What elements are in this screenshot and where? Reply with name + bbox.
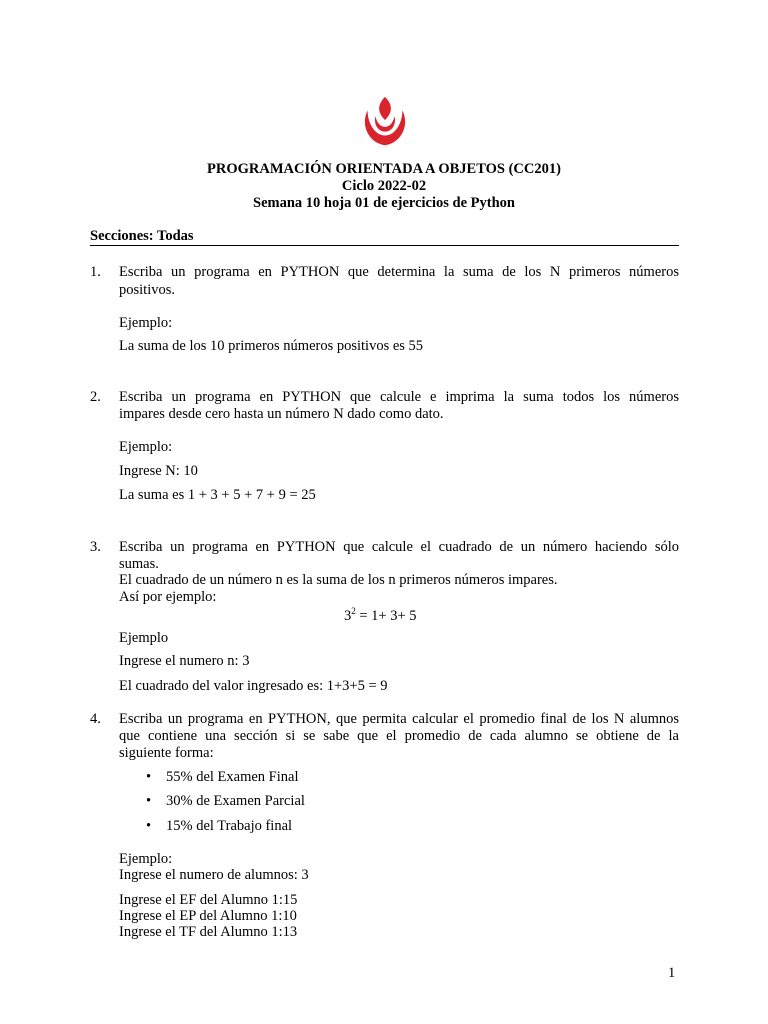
exercise-text: Escriba un programa en PYTHON que determina la suma de los N primeros números <box>119 264 679 280</box>
header-course-title: PROGRAMACIÓN ORIENTADA A OBJETOS (CC201) <box>207 161 561 177</box>
header-week: Semana 10 hoja 01 de ejercicios de Python <box>253 195 515 211</box>
example-line: Ingrese el TF del Alumno 1:13 <box>119 924 298 940</box>
example-line: Ingrese el numero de alumnos: 3 <box>119 867 309 883</box>
example-line: Ingrese el numero n: 3 <box>119 653 250 669</box>
example-line: La suma de los 10 primeros números positivos es 55 <box>119 338 424 354</box>
formula <box>344 602 417 625</box>
exercise-text: Escriba un programa en PYTHON que calcule e imprima la suma todos los números <box>119 389 679 405</box>
example-line: Ingrese N: 10 <box>119 463 198 479</box>
horizontal-rule <box>90 245 679 246</box>
exercise-text: siguiente forma: <box>119 745 214 761</box>
formula-rest: = 1+ 3+ 5 <box>355 608 417 624</box>
example-label: Ejemplo: <box>119 439 173 455</box>
bullet-icon: • <box>146 818 152 834</box>
exercise-number: 1. <box>90 264 101 280</box>
exercise-text: Escriba un programa en PYTHON, que permita calcular el promedio final de los N alumnos <box>119 711 679 727</box>
exercise-text: Escriba un programa en PYTHON que calcule el cuadrado de un número haciendo sólo <box>119 539 679 555</box>
example-label: Ejemplo <box>119 630 169 646</box>
exercise-text: sumas. <box>119 556 159 572</box>
exercise-text: El cuadrado de un número n es la suma de los n primeros números impares. <box>119 572 558 588</box>
list-item: 15% del Trabajo final <box>166 818 293 834</box>
example-label: Ejemplo: <box>119 315 173 331</box>
header-cycle: Ciclo 2022-02 <box>341 178 427 194</box>
sections-label: Secciones: Todas <box>90 228 194 244</box>
formula-base: 3 <box>344 608 352 624</box>
exercise-text: impares desde cero hasta un número N dado como dato. <box>119 406 444 422</box>
example-line: El cuadrado del valor ingresado es: 1+3+5 = 9 <box>119 678 388 694</box>
bullet-icon: • <box>146 793 152 809</box>
formula-exponent: 2 <box>351 606 356 616</box>
bullet-icon: • <box>146 769 152 785</box>
list-item: 55% del Examen Final <box>166 769 299 785</box>
example-line: La suma es 1 + 3 + 5 + 7 + 9 = 25 <box>119 487 316 503</box>
exercise-number: 4. <box>90 711 101 727</box>
exercise-text: positivos. <box>119 282 175 298</box>
exercise-number: 3. <box>90 539 101 555</box>
list-item: 30% de Examen Parcial <box>166 793 305 809</box>
example-line: Ingrese el EF del Alumno 1:15 <box>119 892 298 908</box>
exercise-text: que contiene una sección si se sabe que el promedio de cada alumno se obtiene de la <box>119 728 679 744</box>
page-number: 1 <box>668 965 676 981</box>
example-line: Ingrese el EP del Alumno 1:10 <box>119 908 297 924</box>
example-label: Ejemplo: <box>119 851 173 867</box>
upc-flame-logo-icon <box>356 93 414 151</box>
exercise-text: Así por ejemplo: <box>119 589 217 605</box>
exercise-number: 2. <box>90 389 101 405</box>
